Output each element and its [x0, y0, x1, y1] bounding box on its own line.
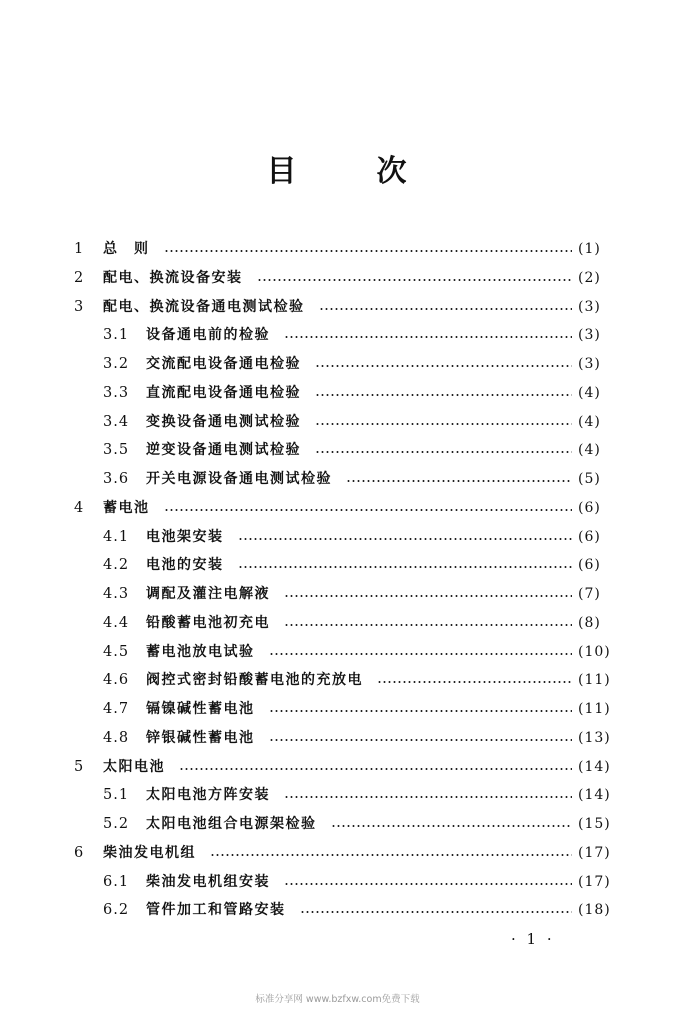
toc-entry-page: (14): [578, 758, 611, 775]
toc-entry-number: 4.3: [103, 586, 130, 602]
toc-entry-number: 4: [74, 499, 84, 516]
toc-entry-title: 太阳电池: [103, 758, 165, 775]
toc-entry: [0, 726, 675, 750]
toc-entry: [0, 525, 675, 549]
toc-dot-leader: [284, 624, 572, 626]
toc-entry-page: (4): [578, 442, 601, 459]
toc-entry: [0, 697, 675, 721]
toc-dot-leader: [315, 365, 572, 367]
toc-entry-page: (8): [578, 614, 601, 631]
toc-entry-page: (3): [578, 356, 601, 372]
toc-entry: [0, 640, 675, 664]
toc-entry-number: 3.1: [103, 327, 130, 344]
toc-entry-title: 设备通电前的检验: [146, 327, 270, 344]
toc-entry-number: 5.2: [103, 816, 130, 832]
toc-entry: [0, 783, 675, 807]
toc-entry-title: 太阳电池方阵安装: [146, 787, 270, 804]
toc-entry-title: 配电、换流设备安装: [103, 269, 243, 286]
toc-entry: [0, 381, 675, 405]
toc-entry-page: (4): [578, 384, 601, 401]
toc-entry-page: (17): [578, 844, 611, 861]
toc-entry-page: (3): [578, 298, 601, 315]
toc-entry: [0, 553, 675, 577]
toc-entry-title: 配电、换流设备通电测试检验: [103, 298, 305, 315]
toc-entry-number: 3.4: [103, 413, 130, 430]
toc-entry-number: 4.5: [103, 643, 130, 660]
toc-dot-leader: [284, 336, 572, 338]
toc-entry-page: (13): [578, 729, 611, 746]
toc-dot-leader: [300, 911, 572, 913]
toc-entry-number: 3.3: [103, 384, 130, 401]
toc-entry-number: 4.2: [103, 557, 130, 574]
toc-entry-title: 总 则: [103, 241, 150, 257]
toc-entry-title: 调配及灌注电解液: [146, 586, 270, 602]
toc-entry: [0, 755, 675, 779]
toc-dot-leader: [238, 566, 572, 568]
toc-entry: [0, 582, 675, 606]
toc-entry-page: (18): [578, 902, 611, 919]
toc-entry-number: 6.2: [103, 902, 130, 919]
toc-dot-leader: [315, 394, 572, 396]
toc-dot-leader: [238, 538, 572, 540]
toc-entry-number: 6: [74, 844, 84, 861]
toc-entry-number: 4.1: [103, 528, 130, 545]
toc-entry-number: 5: [74, 758, 84, 775]
toc-dot-leader: [284, 796, 572, 798]
toc-entry-title: 锌银碱性蓄电池: [146, 729, 255, 746]
toc-entry: [0, 668, 675, 692]
toc-dot-leader: [331, 825, 572, 827]
toc-entry-page: (11): [578, 701, 611, 717]
toc-entry-page: (6): [578, 528, 601, 545]
toc-entry-title: 交流配电设备通电检验: [146, 356, 301, 372]
toc-entry-title: 蓄电池放电试验: [146, 643, 255, 660]
watermark-text: 标准分享网 www.bzfxw.com免费下载: [255, 994, 420, 1005]
toc-entry: [0, 323, 675, 347]
toc-entry-page: (7): [578, 586, 601, 602]
toc-entry-title: 管件加工和管路安装: [146, 902, 286, 919]
toc-entry-number: 4.4: [103, 614, 130, 631]
toc-entry-page: (6): [578, 557, 601, 574]
toc-entry-page: (14): [578, 787, 611, 804]
toc-dot-leader: [179, 768, 572, 770]
toc-entry-page: (6): [578, 499, 601, 516]
toc-entry-page: (11): [578, 672, 611, 689]
toc-entry: [0, 352, 675, 376]
toc-dot-leader: [315, 451, 572, 453]
toc-entry-title: 铅酸蓄电池初充电: [146, 614, 270, 631]
toc-entry-title: 镉镍碱性蓄电池: [146, 701, 255, 717]
toc-dot-leader: [346, 480, 572, 482]
page-title: [0, 146, 675, 190]
toc-entry: [0, 295, 675, 319]
toc-entry-page: (1): [578, 241, 601, 257]
toc-entry: [0, 438, 675, 462]
toc-dot-leader: [269, 653, 572, 655]
toc-entry-page: (4): [578, 413, 601, 430]
toc-entry-page: (10): [578, 643, 611, 660]
toc-dot-leader: [319, 308, 572, 310]
toc-entry-number: 3.2: [103, 356, 130, 372]
toc-entry-title: 电池架安装: [146, 528, 224, 545]
toc-entry-title: 阀控式密封铅酸蓄电池的充放电: [146, 672, 363, 689]
toc-entry-page: (17): [578, 873, 611, 890]
toc-entry-title: 开关电源设备通电测试检验: [146, 471, 332, 487]
toc-entry-number: 3.6: [103, 471, 130, 487]
toc-entry-title: 逆变设备通电测试检验: [146, 442, 301, 459]
toc-entry-page: (15): [578, 816, 611, 832]
toc-entry-title: 蓄电池: [103, 499, 150, 516]
toc-entry: [0, 410, 675, 434]
toc-entry-number: 5.1: [103, 787, 130, 804]
toc-entry-title: 电池的安装: [146, 557, 224, 574]
toc-entry: [0, 467, 675, 491]
page-title-char-1: 目: [266, 154, 299, 189]
page-number: · 1 ·: [511, 930, 555, 948]
toc-dot-leader: [377, 681, 572, 683]
toc-entry: [0, 611, 675, 635]
toc-entry: [0, 266, 675, 290]
toc-dot-leader: [210, 854, 572, 856]
toc-entry-title: 柴油发电机组安装: [146, 873, 270, 890]
toc-entry-title: 太阳电池组合电源架检验: [146, 816, 317, 832]
toc-entry-number: 1: [74, 241, 84, 257]
toc-entry-title: 直流配电设备通电检验: [146, 384, 301, 401]
toc-entry: [0, 898, 675, 922]
toc-dot-leader: [284, 883, 572, 885]
toc-dot-leader: [269, 739, 572, 741]
toc-dot-leader: [269, 710, 572, 712]
toc-entry: [0, 496, 675, 520]
toc-entry-title: 变换设备通电测试检验: [146, 413, 301, 430]
toc-entry-page: (2): [578, 269, 601, 286]
toc-entry-number: 3.5: [103, 442, 130, 459]
toc-dot-leader: [257, 279, 572, 281]
toc-entry-number: 3: [74, 298, 84, 315]
toc-entry-title: 柴油发电机组: [103, 844, 196, 861]
toc-dot-leader: [164, 509, 572, 511]
toc-entry-number: 4.7: [103, 701, 130, 717]
page-title-char-2: 次: [376, 154, 409, 189]
toc-entry-number: 6.1: [103, 873, 130, 890]
toc-dot-leader: [315, 423, 572, 425]
toc-entry: [0, 870, 675, 894]
toc-entry-page: (3): [578, 327, 601, 344]
toc-dot-leader: [164, 250, 572, 252]
toc-entry-number: 4.6: [103, 672, 130, 689]
toc-entry: [0, 812, 675, 836]
toc-entry-number: 2: [74, 269, 84, 286]
toc-entry: [0, 841, 675, 865]
toc-entry-page: (5): [578, 471, 601, 487]
toc-entry-number: 4.8: [103, 729, 130, 746]
toc-entry: [0, 237, 675, 261]
toc-dot-leader: [284, 595, 572, 597]
